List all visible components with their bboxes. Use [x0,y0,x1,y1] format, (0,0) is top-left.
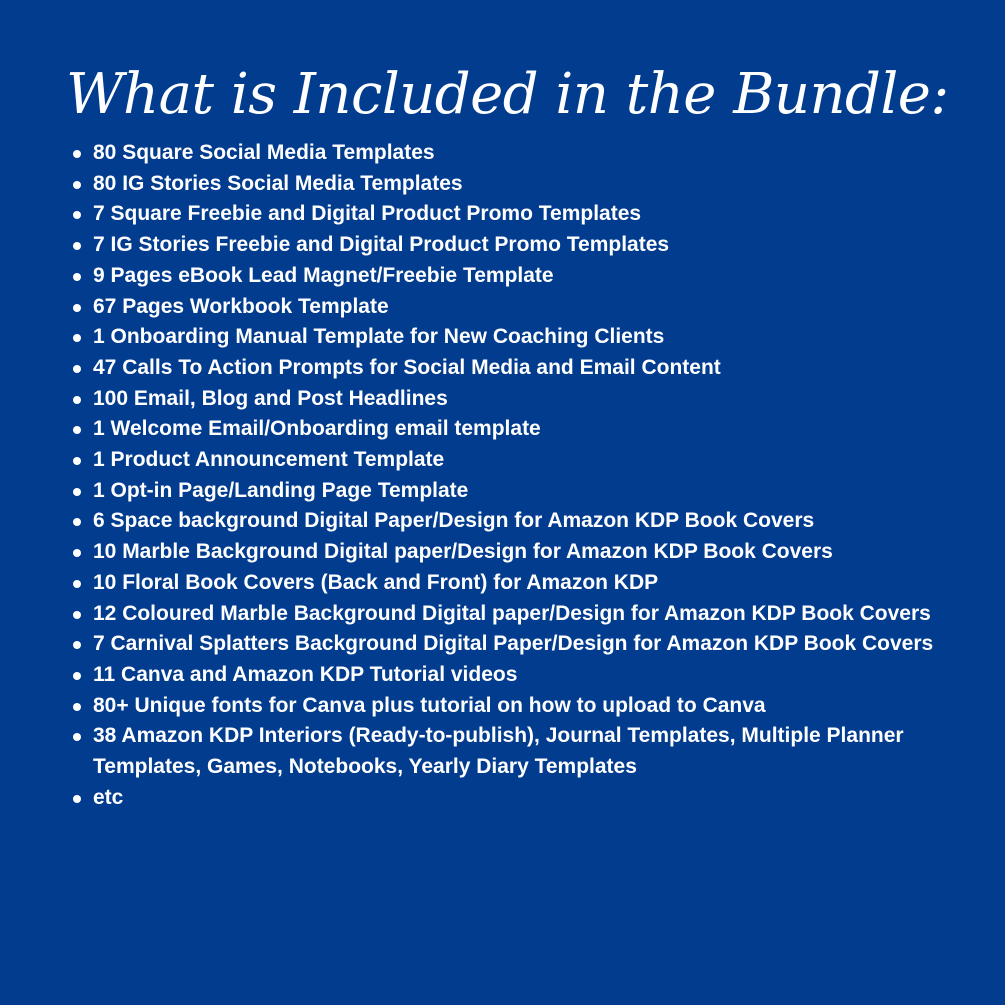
list-item [0,476,1005,507]
list-item [0,169,1005,200]
list-item-text: 100 Email, Blog and Post Headlines [93,386,448,410]
list-item-text: 11 Canva and Amazon KDP Tutorial videos [93,662,518,686]
list-item [0,138,1005,169]
list-item-text: 7 IG Stories Freebie and Digital Product Promo Templates [93,233,670,257]
list-item-text: 12 Coloured Marble Background Digital paper/Design for Amazon KDP Book Covers [93,601,931,625]
list-item [0,660,1005,691]
list-item-text: 1 Welcome Email/Onboarding email template [93,417,541,441]
bullet-icon [73,795,81,803]
page-title: What is Included in the Bundle: [66,62,949,127]
bullet-icon [73,703,81,711]
bullet-icon [73,672,81,680]
bullet-icon [73,457,81,465]
list-item [0,783,1005,814]
bullet-icon [73,426,81,434]
list-item-text: 1 Onboarding Manual Template for New Coaching Clients [93,325,665,349]
list-item-text: 10 Marble Background Digital paper/Design for Amazon KDP Book Covers [93,540,833,564]
bullet-icon [73,365,81,373]
list-item-text: 38 Amazon KDP Interiors (Ready-to-publish), Journal Templates, Multiple Planner Templates, Games, Notebooks, Yearly Diary Templates [93,724,904,779]
list-item [0,322,1005,353]
bullet-icon [73,150,81,158]
bundle-list [0,138,1005,813]
bullet-icon [73,488,81,496]
list-item-text: 7 Square Freebie and Digital Product Promo Templates [93,202,642,226]
bullet-icon [73,518,81,526]
list-item [0,568,1005,599]
list-item [0,629,1005,660]
list-item-text: 80+ Unique fonts for Canva plus tutorial on how to upload to Canva [93,693,766,717]
list-item [0,506,1005,537]
bullet-icon [73,396,81,404]
list-item [0,230,1005,261]
list-item-text: 10 Floral Book Covers (Back and Front) for Amazon KDP [93,570,659,594]
list-item-text: 80 IG Stories Social Media Templates [93,171,463,195]
list-item-text: 1 Opt-in Page/Landing Page Template [93,478,469,502]
list-item [0,353,1005,384]
bullet-icon [73,334,81,342]
list-item-text: 80 Square Social Media Templates [93,141,435,164]
bullet-icon [73,211,81,219]
bullet-icon [73,273,81,281]
list-item-text: 7 Carnival Splatters Background Digital Paper/Design for Amazon KDP Book Covers [93,632,934,656]
list-item-text: 6 Space background Digital Paper/Design for Amazon KDP Book Covers [93,509,815,533]
list-item [0,721,1005,782]
list-item [0,414,1005,445]
list-item-text: 67 Pages Workbook Template [93,294,389,318]
bullet-icon [73,549,81,557]
list-item [0,261,1005,292]
list-item-text: 1 Product Announcement Template [93,448,445,472]
list-item [0,599,1005,630]
list-item-text: etc [93,785,124,809]
list-item-text: 9 Pages eBook Lead Magnet/Freebie Template [93,263,554,287]
bullet-icon [73,242,81,250]
list-item [0,384,1005,415]
list-item [0,199,1005,230]
bullet-icon [73,304,81,312]
bullet-icon [73,611,81,619]
list-item [0,292,1005,323]
bullet-icon [73,181,81,189]
bullet-icon [73,641,81,649]
list-item [0,537,1005,568]
bullet-icon [73,580,81,588]
list-item-text: 47 Calls To Action Prompts for Social Media and Email Content [93,355,721,379]
bullet-icon [73,733,81,741]
list-item [0,691,1005,722]
list-item [0,445,1005,476]
